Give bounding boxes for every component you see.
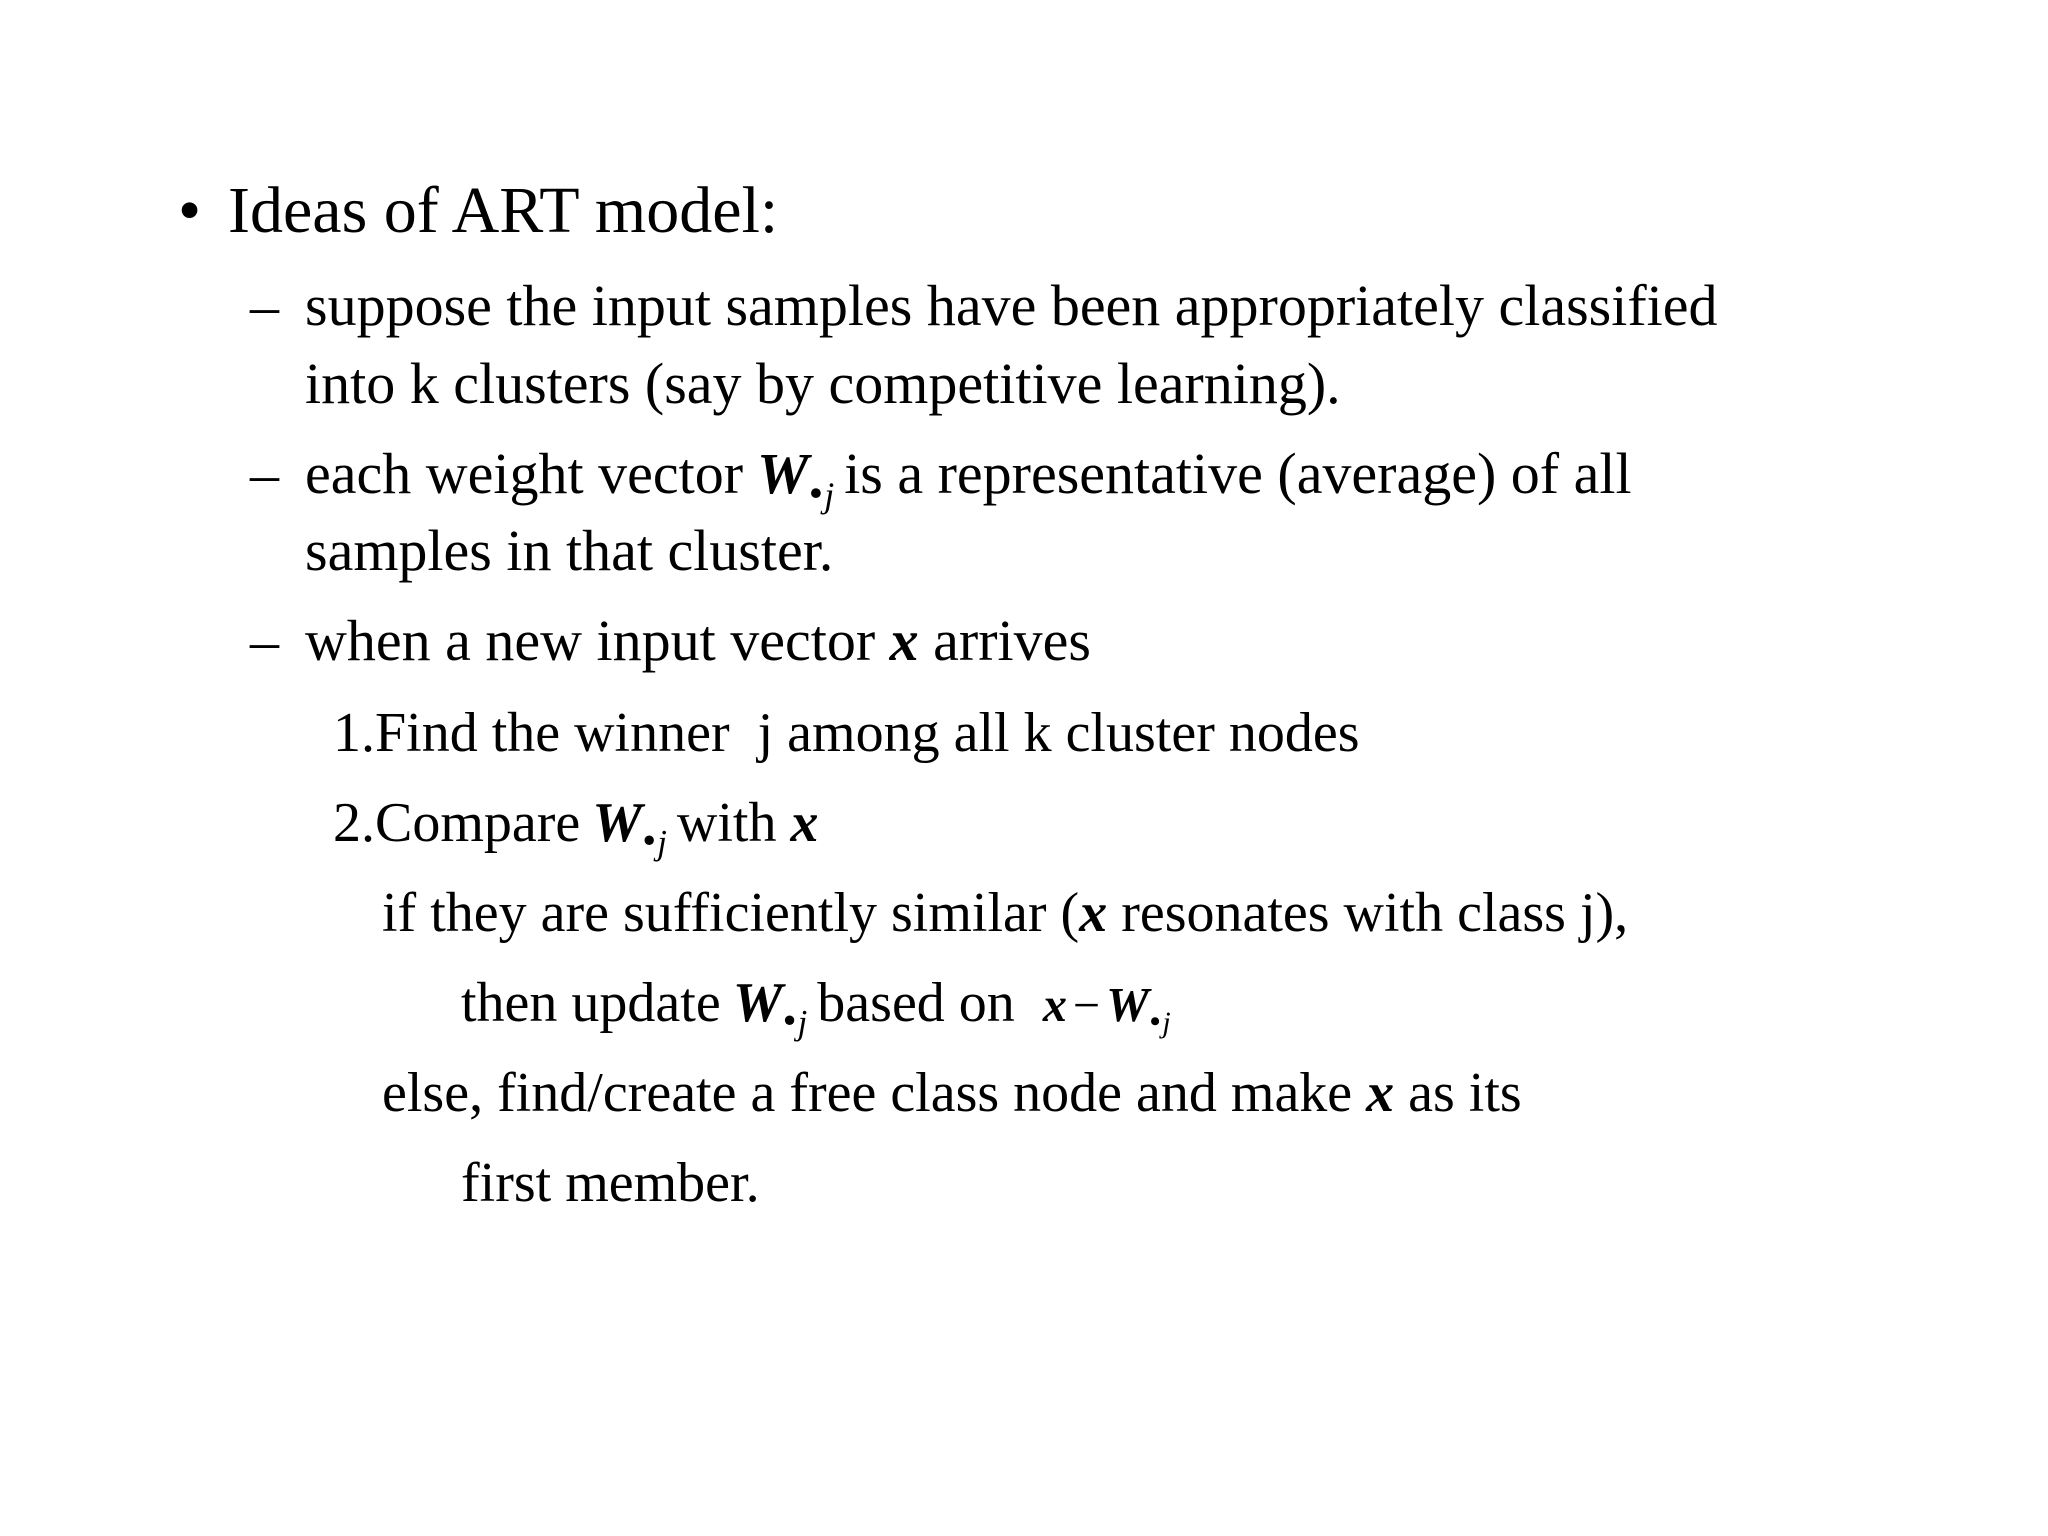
x-variable: x: [1079, 882, 1108, 944]
item-3-line-1: [305, 608, 1091, 673]
difference-math: $x - W•_j$: [1042, 979, 1171, 1040]
else-text-before: else, find/create a free class node and make: [382, 1062, 1353, 1124]
if-text-after: resonates with class j),: [1121, 882, 1629, 944]
item-2-text-before: each weight vector: [305, 441, 744, 506]
step-2: [333, 792, 819, 863]
item-1-line-1: suppose the input samples have been appropriately classified: [305, 273, 1718, 338]
step-1-number: 1.: [333, 702, 375, 764]
step-2-text-mid: with: [676, 792, 777, 854]
weight-vector-math: $W•_j$: [592, 792, 667, 863]
dash-icon: –: [250, 273, 279, 338]
weight-vector-math: $W•_j$: [757, 441, 835, 515]
step-2-text-before: Compare: [375, 792, 581, 854]
main-bullet-title: Ideas of ART model:: [228, 174, 779, 247]
dash-icon: –: [250, 441, 279, 506]
step-1: [333, 702, 1360, 764]
else-text-after: as its: [1408, 1062, 1522, 1124]
else-line-2: first member.: [461, 1152, 760, 1214]
else-line: [382, 1062, 1522, 1124]
if-line: [382, 882, 1629, 944]
dash-icon: –: [250, 608, 279, 673]
x-variable: x: [1366, 1062, 1395, 1124]
then-text-mid: based on: [817, 972, 1015, 1034]
then-line: [461, 972, 1181, 1043]
item-3-text-after: arrives: [933, 608, 1091, 673]
step-2-number: 2.: [333, 792, 375, 854]
x-variable: x: [889, 608, 919, 673]
step-1-text: Find the winner j among all k cluster nodes: [375, 702, 1360, 764]
weight-vector-math: $W•_j$: [732, 972, 808, 1043]
x-variable: x: [790, 792, 819, 854]
item-2-line-2: samples in that cluster.: [305, 518, 834, 583]
item-2-text-after: is a representative (average) of all: [844, 441, 1632, 506]
if-text-before: if they are sufficiently similar (: [382, 882, 1080, 944]
then-text-before: then update: [461, 972, 721, 1034]
bullet-icon: •: [178, 174, 202, 247]
item-1-line-2: into k clusters (say by competitive learning).: [305, 351, 1341, 416]
item-3-text-before: when a new input vector: [305, 608, 876, 673]
main-bullet-line: [178, 174, 202, 247]
item-2-line-1: [305, 441, 1632, 515]
